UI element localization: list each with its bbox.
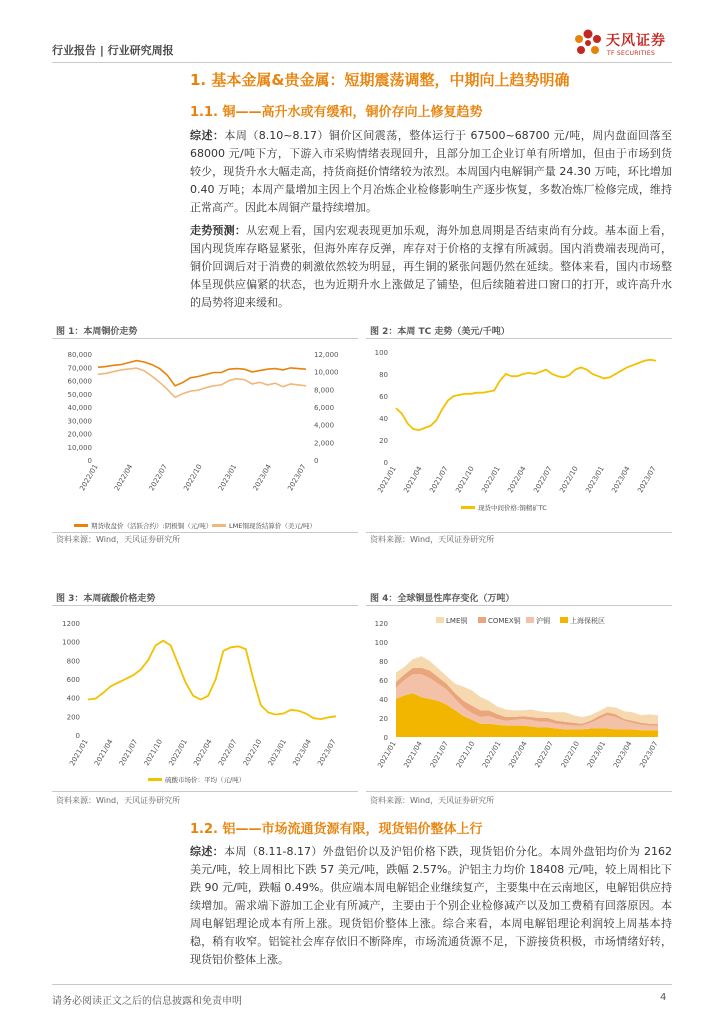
y-tick-label: 400 [66, 694, 80, 703]
figure-1-bottom-rule [52, 532, 358, 533]
figure-4-bottom-rule [366, 791, 672, 792]
logo-text-en: TF SECURITIES [607, 50, 656, 57]
copper-summary [190, 127, 672, 217]
x-tick-label: 2021/10 [454, 465, 476, 495]
y-tick-label: 1000 [62, 638, 80, 647]
legend-label: LME铜 [446, 617, 468, 625]
figure-2-chart [366, 342, 672, 538]
y-tick-label: 50,000 [67, 390, 92, 399]
figure-4-chart [366, 609, 672, 805]
x-tick-label: 2023/07 [638, 740, 660, 770]
x-tick-label: 2021/07 [428, 465, 450, 495]
aluminum-subsection-title: 1.2. 铝——市场流通货源有限，现货铝价整体上行 [190, 822, 483, 837]
section-title: 1. 基本金属&贵金属：短期震荡调整，中期向上趋势明确 [190, 71, 570, 89]
x-tick-label: 2022/04 [192, 738, 214, 768]
figure-4-caption: 图 4：全球铜显性库存变化（万吨） [370, 594, 515, 604]
y-tick-label: 120 [374, 620, 388, 628]
aluminum-summary [190, 843, 672, 969]
legend-label: COMEX铜 [488, 617, 521, 625]
series-line [98, 368, 306, 397]
legend-swatch [74, 524, 88, 527]
aluminum-summary-text: 本周（8.11-8.17）外盘铝价以及沪铝价格下跌，现货铝价分化。本周外盘铝均价为 2162 美元/吨，较上周相比下跌 57 美元/吨，跌幅 2.57%。沪铝主力均价 18408 元/吨，较上周相比下跌 90 元/吨，跌幅 0.49%。供应端本周电解铝企业继续复产，主要集中在云南地区，电解铝供应持续增加。需求端下游加工企业有所减产，主要由于个别企业检修减产以及加工费稍有回落原因。本周电解铝理论成本有所上涨。现货铝价整体上涨。综合来看，本周电解铝理论利润较上周基本持稳，稍有收窄。铝锭社会库存依旧不断降库，市场流通货源不足，下游接货积极，市场情绪好转，现货铝价整体上涨。 [190, 845, 673, 966]
brand-logo [572, 26, 674, 60]
figure-3-bottom-rule [52, 791, 358, 792]
legend-swatch [148, 778, 162, 781]
y-tick-label: 4,000 [314, 421, 335, 430]
y-tick-label: 40 [379, 696, 388, 704]
x-tick-label: 2022/04 [112, 463, 135, 493]
y-tick-label: 60,000 [67, 377, 92, 386]
x-tick-label: 2022/07 [532, 465, 554, 495]
x-tick-label: 2021/10 [454, 740, 477, 770]
x-tick-label: 2022/07 [147, 463, 170, 493]
x-tick-label: 2022/01 [167, 738, 189, 768]
legend-label: 沪铜 [536, 617, 550, 625]
x-tick-label: 2022/04 [507, 740, 529, 770]
y-tick-label: 20 [379, 715, 388, 723]
figure-2-caption: 图 2：本周 TC 走势（美元/千吨） [370, 327, 510, 337]
figure-1-source: 资料来源：Wind，天风证券研究所 [56, 535, 181, 544]
figure-3-caption: 图 3：本周硫酸价格走势 [56, 594, 156, 604]
x-tick-label: 2021/04 [93, 738, 115, 768]
legend-swatch [436, 617, 444, 623]
aluminum-summary-lead: 综述： [190, 845, 225, 858]
x-tick-label: 2021/10 [142, 738, 165, 768]
y-tick-label: 8,000 [314, 386, 335, 395]
page-number: 4 [660, 992, 667, 1003]
figure-2-top-rule [366, 338, 672, 339]
legend-label: 硫酸市场价：平均（元/吨） [165, 776, 246, 784]
y-tick-label: 0 [314, 457, 319, 465]
copper-forecast-lead: 走势预测： [190, 224, 247, 237]
figure-2-panel [366, 320, 672, 542]
y-tick-label: 20 [379, 437, 388, 445]
legend-label: 上海保税区 [570, 617, 605, 625]
y-tick-label: 80 [379, 658, 388, 666]
y-tick-label: 30,000 [67, 417, 92, 426]
figure-1-caption: 图 1：本周铜价走势 [56, 327, 138, 337]
figure-1-top-rule [52, 338, 358, 339]
x-tick-label: 2023/07 [636, 465, 658, 495]
x-tick-label: 2023/07 [286, 463, 308, 493]
x-tick-label: 2022/01 [78, 463, 100, 493]
figure-3-top-rule [52, 605, 358, 606]
y-tick-label: 600 [66, 676, 80, 684]
footer-disclaimer: 请务必阅读正文之后的信息披露和免责申明 [52, 996, 242, 1007]
x-tick-label: 2023/04 [251, 463, 274, 493]
x-tick-label: 2023/04 [291, 738, 313, 768]
y-tick-label: 1200 [62, 620, 80, 628]
x-tick-label: 2022/10 [558, 465, 580, 495]
x-tick-label: 2022/10 [241, 738, 264, 768]
y-tick-label: 10,000 [314, 368, 339, 377]
figure-4-top-rule [366, 605, 672, 606]
header-divider [52, 62, 672, 63]
x-tick-label: 2021/04 [402, 465, 424, 495]
legend-label: 期货收盘价（活跃合约）:阴极铜（元/吨） [91, 522, 213, 530]
y-tick-label: 6,000 [314, 404, 335, 412]
x-tick-label: 2022/10 [559, 740, 582, 770]
y-tick-label: 0 [87, 457, 92, 465]
y-tick-label: 60 [379, 677, 388, 685]
x-tick-label: 2023/01 [216, 463, 239, 493]
y-tick-label: 60 [379, 393, 388, 401]
series-line [88, 641, 336, 719]
figure-4-panel [366, 587, 672, 809]
figure-2-source: 资料来源：Wind，天风证券研究所 [370, 535, 495, 544]
y-tick-label: 10,000 [67, 443, 92, 452]
x-tick-label: 2022/04 [506, 465, 528, 495]
legend-swatch [461, 506, 475, 509]
x-tick-label: 2023/01 [584, 465, 606, 495]
y-tick-label: 0 [383, 459, 388, 467]
y-tick-label: 100 [374, 349, 388, 357]
x-tick-label: 2021/07 [428, 740, 451, 770]
x-tick-label: 2023/01 [266, 738, 289, 768]
y-tick-label: 100 [374, 639, 388, 647]
figure-1-chart [52, 342, 358, 538]
y-tick-label: 0 [75, 732, 80, 740]
y-tick-label: 80,000 [67, 351, 92, 359]
logo-text-cn: 天风证券 [606, 33, 666, 49]
copper-forecast [190, 222, 672, 312]
y-tick-label: 80 [379, 371, 388, 379]
legend-swatch [478, 617, 486, 623]
figure-3-panel [52, 587, 358, 809]
report-category: 行业报告 | 行业研究周报 [52, 44, 174, 57]
legend-label: LME铜现货结算价（美元/吨） [229, 522, 317, 530]
copper-summary-lead: 综述： [190, 129, 225, 142]
x-tick-label: 2023/04 [610, 465, 632, 495]
legend-swatch [526, 617, 534, 623]
legend-swatch [212, 524, 226, 527]
legend-label: 现货中间价格:铜精矿TC [478, 504, 547, 512]
y-tick-label: 12,000 [314, 351, 339, 359]
copper-forecast-text: 从宏观上看，国内宏观表现更加乐观，海外加息周期是否结束尚有分歧。基本面上看，国内现货库存略显紧张，但海外库存反弹，库存对于价格的支撑有所减弱。国内消费端表现尚可，铜价回调后对于消费的刺激依然较为明显，再生铜的紧张问题仍然在延续。整体来看，国内市场整体呈现供应偏紧的状态，也为近期升水上涨做足了铺垫，但后续随着进口窗口的打开，或许高升水的局势将迎来缓和。 [190, 224, 673, 309]
figure-4-source: 资料来源：Wind，天风证券研究所 [370, 796, 495, 805]
x-tick-label: 2022/07 [533, 740, 555, 770]
x-tick-label: 2022/01 [481, 740, 503, 770]
x-tick-label: 2023/04 [612, 740, 634, 770]
y-tick-label: 800 [66, 657, 80, 666]
series-line [396, 360, 656, 430]
x-tick-label: 2021/01 [68, 738, 90, 768]
x-tick-label: 2021/01 [376, 740, 398, 770]
footer-divider [52, 984, 672, 985]
x-tick-label: 2022/10 [182, 463, 204, 493]
y-tick-label: 2,000 [314, 439, 335, 448]
y-tick-label: 0 [383, 734, 388, 742]
figure-1-panel [52, 320, 358, 542]
figure-2-bottom-rule [366, 532, 672, 533]
figure-3-source: 资料来源：Wind，天风证券研究所 [56, 796, 181, 805]
y-tick-label: 200 [66, 713, 80, 722]
y-tick-label: 40,000 [67, 404, 92, 412]
x-tick-label: 2023/01 [585, 740, 608, 770]
x-tick-label: 2023/07 [316, 738, 338, 768]
y-tick-label: 40 [379, 415, 388, 423]
x-tick-label: 2021/04 [402, 740, 424, 770]
x-tick-label: 2021/07 [117, 738, 140, 768]
legend-swatch [560, 617, 568, 623]
x-tick-label: 2022/07 [217, 738, 239, 768]
copper-subsection-title: 1.1. 铜——高升水或有缓和，铜价存向上修复趋势 [190, 105, 483, 120]
y-tick-label: 20,000 [67, 430, 92, 439]
series-line [98, 361, 306, 386]
y-tick-label: 70,000 [67, 364, 92, 373]
x-tick-label: 2022/01 [480, 465, 502, 495]
logo-flower-icon [572, 26, 604, 60]
x-tick-label: 2021/01 [376, 465, 398, 495]
copper-summary-text: 本周（8.10~8.17）铜价区间震荡，整体运行于 67500~68700 元/吨，周内盘面回落至 68000 元/吨下方，下游入市采购情绪表现回升，且部分加工企业订单有所增加，但由于市场到货较少，现货升水大幅走高，持货商挺价情绪较为浓烈。本周国内电解铜产量 24.30 万吨，环比增加 0.40 万吨；本周产量增加主因上个月冶炼企业检修影响生产逐步恢复，多数冶炼厂检修完成，维持正常高产。因此本周铜产量持续增加。 [190, 129, 673, 214]
figure-3-chart [52, 609, 358, 805]
